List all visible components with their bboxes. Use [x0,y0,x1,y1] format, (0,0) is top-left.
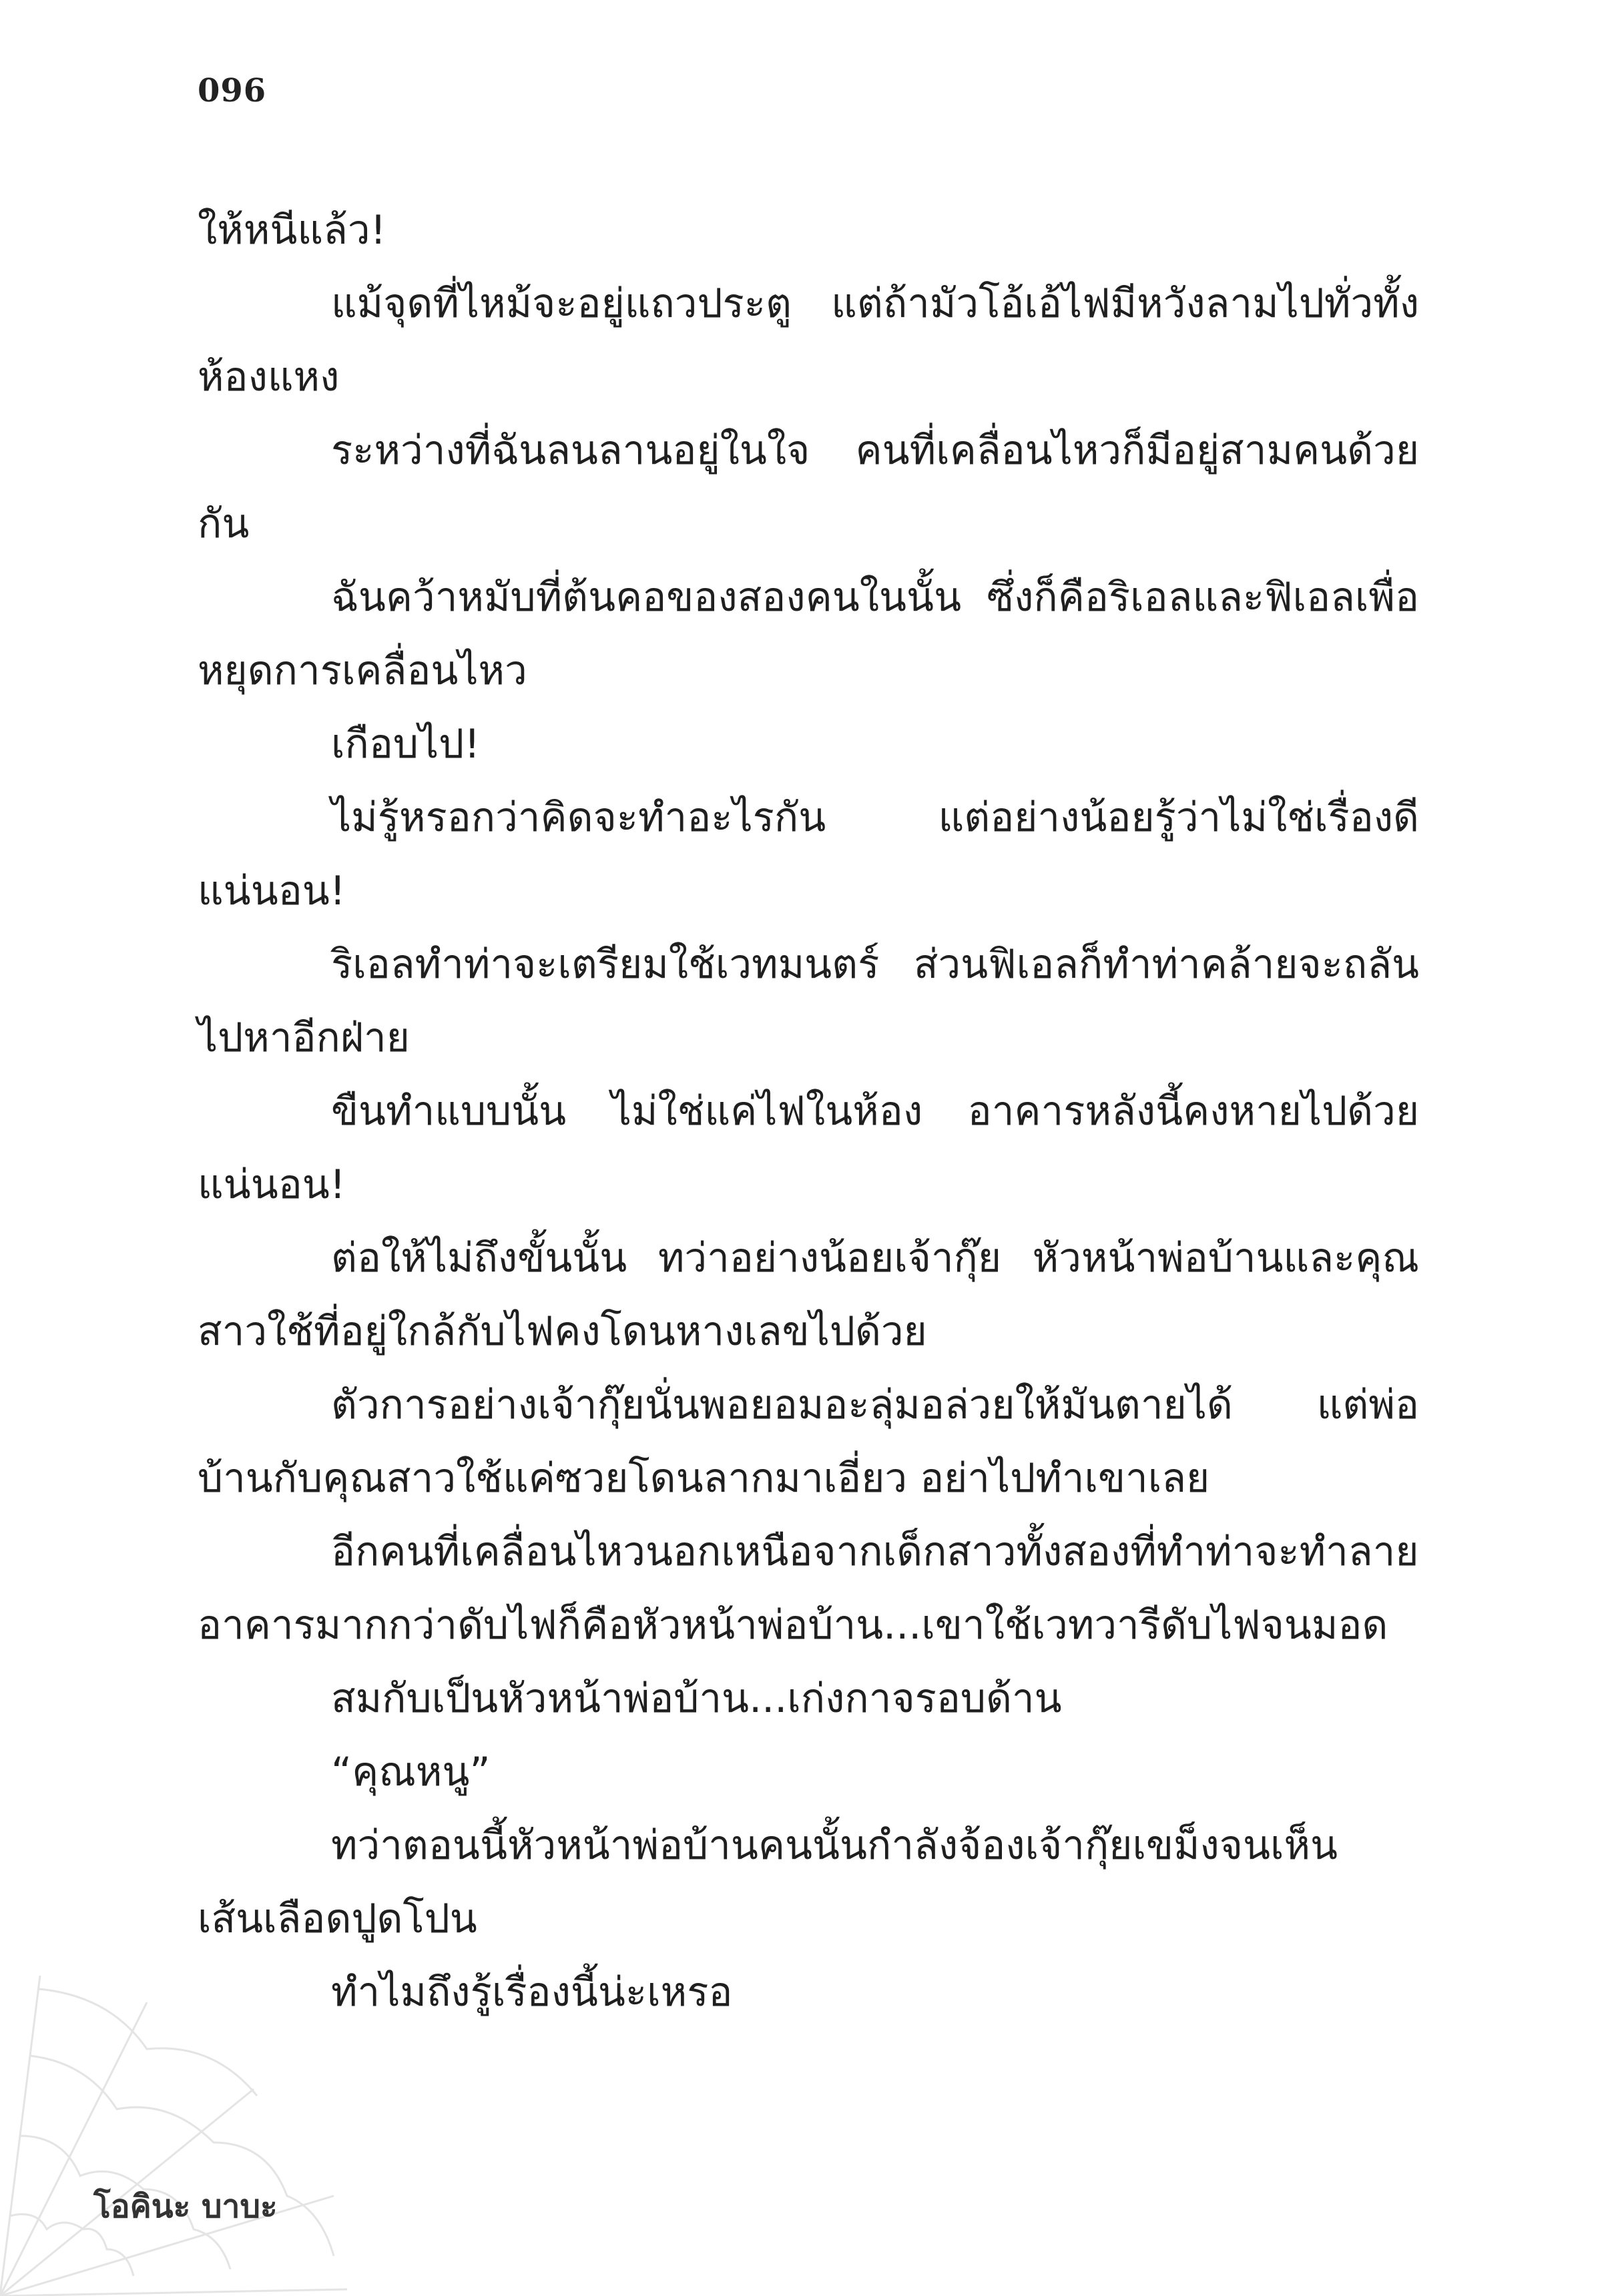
paragraph: ไม่รู้หรอกว่าคิดจะทำอะไรกัน แต่อย่างน้อยรู้ว่าไม่ใช่เรื่องดีแน่นอน! [198,794,1419,914]
paragraph: อีกคนที่เคลื่อนไหวนอกเหนือจากเด็กสาวทั้งสองที่ทำท่าจะทำลายอาคารมากกว่าดับไฟก็คือหัวหน้าพ่อบ้าน...เขาใช้เวทวารีดับไฟจนมอด [198,1528,1419,1649]
paragraph: แม้จุดที่ไหม้จะอยู่แถวประตู แต่ถ้ามัวโอ้เอ้ไฟมีหวังลามไปทั่วทั้งห้องแหง [198,280,1419,400]
paragraph: ตัวการอย่างเจ้ากุ๊ยนั่นพอยอมอะลุ่มอล่วยให้มันตายได้ แต่พ่อบ้านกับคุณสาวใช้แค่ซวยโดนลากมาเอี่ยว อย่าไปทำเขาเลย [198,1382,1419,1502]
body-text [198,194,1419,2029]
author-name: โอคินะ บาบะ [93,2188,278,2225]
paragraph: ริเอลทำท่าจะเตรียมใช้เวทมนตร์ ส่วนฟิเอลก็ทำท่าคล้ายจะถลันไปหาอีกฝ่าย [198,941,1419,1061]
paragraph: ให้หนีแล้ว! [198,207,386,254]
paragraph: ระหว่างที่ฉันลนลานอยู่ในใจ คนที่เคลื่อนไหวก็มีอยู่สามคนด้วยกัน [198,427,1419,547]
page-number: 096 [198,72,267,109]
paragraph: ฉันคว้าหมับที่ต้นคอของสองคนในนั้น ซึ่งก็คือริเอลและฟิเอลเพื่อหยุดการเคลื่อนไหว [198,574,1419,694]
paragraph: “คุณหนู” [331,1749,491,1795]
paragraph: ขืนทำแบบนั้น ไม่ใช่แค่ไฟในห้อง อาคารหลังนี้คงหายไปด้วยแน่นอน! [198,1088,1419,1208]
paragraph: สมกับเป็นหัวหน้าพ่อบ้าน...เก่งกาจรอบด้าน [331,1675,1062,1722]
paragraph: ต่อให้ไม่ถึงขั้นนั้น ทว่าอย่างน้อยเจ้ากุ๊ย หัวหน้าพ่อบ้านและคุณสาวใช้ที่อยู่ใกล้กับไฟคงโดนหางเลขไปด้วย [198,1235,1419,1355]
paragraph: เกือบไป! [331,721,481,768]
paragraph: ทว่าตอนนี้หัวหน้าพ่อบ้านคนนั้นกำลังจ้องเจ้ากุ๊ยเขม็งจนเห็นเส้นเลือดปูดโปน [198,1822,1338,1942]
paragraph: ทำไมถึงรู้เรื่องนี้น่ะเหรอ [331,1969,733,2016]
